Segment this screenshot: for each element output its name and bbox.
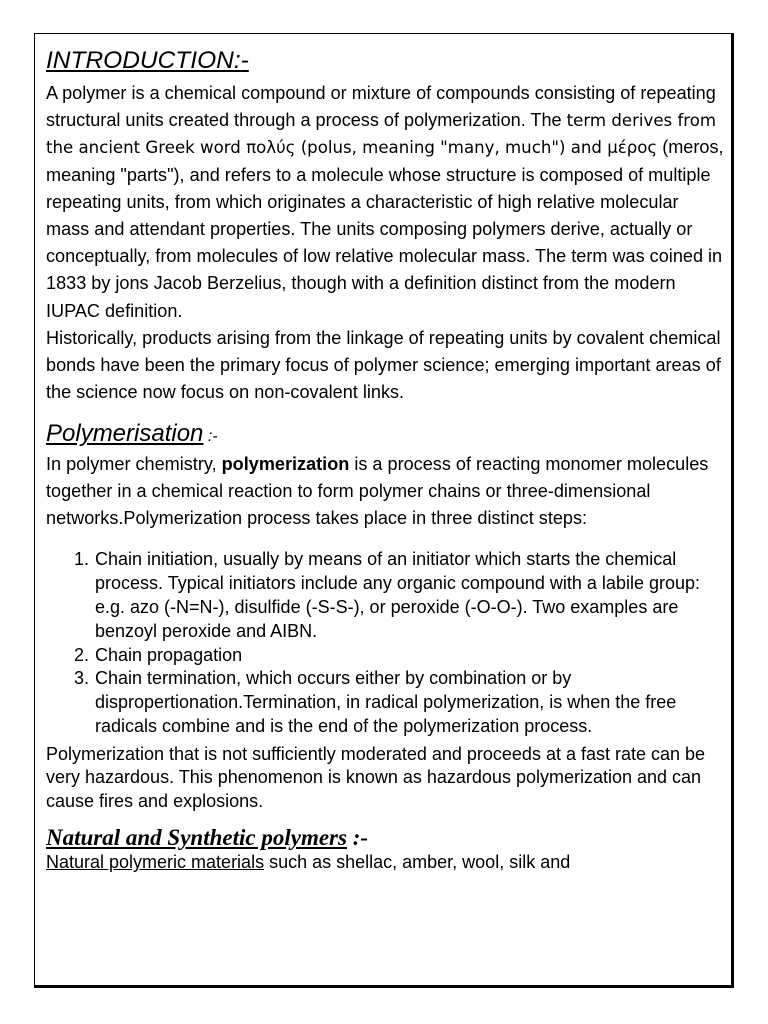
hazardous-polymerization-paragraph: Polymerization that is not sufficiently moderated and proceeds at a fast rate can be very hazardous. This phenomenon is known as hazardous polymerization and can cause fires and explosions. <box>46 743 706 811</box>
list-item: 3. Chain termination, which occurs either by combination or by dispropertionation.Termination, in radical polymerization, is when the free radicals combine and is the end of the polymerization process. <box>94 667 726 738</box>
greek-etymology-text: term derives from the ancient Greek word πολύς (polus, meaning "many, much") and μέρος <box>46 111 717 158</box>
intro-paragraph-2: Historically, products arising from the linkage of repeating units by covalent chemical bonds have been the primary focus of polymer science; emerging important areas of the science now focus on non-covalent links. <box>46 327 721 403</box>
natural-polymeric-materials-link[interactable]: Natural polymeric materials <box>46 852 265 873</box>
natural-polymers-paragraph: Natural polymeric materials such as shellac, amber, wool, silk and <box>46 852 571 873</box>
list-item: 1. Chain initiation, usually by means of an initiator which starts the chemical process. Typical initiators include any organic compound with a labile group: e.g. azo (-N=N-), disulfide (-S-S-), or peroxide (-O-O-). Two examples are benzoyl peroxide and AIBN. <box>94 548 726 643</box>
list-item: 2. Chain propagation <box>94 644 726 668</box>
intro-paragraph-1: A polymer is a chemical compound or mixture of compounds consisting of repeating structural units created through a process of polymerization. The term derives from the ancient Greek word πολύς (polus, meaning "many, much") and μέρος (meros, meaning "parts"), and refers to a molecule whose structure is composed of multiple repeating units, from which originates a characteristic of high relative molecular mass and attendant properties. The units composing polymers derive, actually or conceptually, from molecules of low relative molecular mass. The term was coined in 1833 by jons Jacob Berzelius, though with a definition distinct from the modern IUPAC definition. <box>46 83 724 321</box>
natural-synthetic-heading: Natural and Synthetic polymers :- <box>46 825 369 851</box>
polymerization-bold-term: polymerization <box>221 454 350 475</box>
polymerization-steps-list <box>46 548 726 738</box>
polymerisation-heading: Polymerisation :- <box>46 420 218 448</box>
document-page <box>34 33 734 988</box>
introduction-heading: INTRODUCTION:- <box>46 47 249 74</box>
document-content <box>46 46 726 873</box>
polymerisation-paragraph: In polymer chemistry, polymerization is a process of reacting monomer molecules together in a chemical reaction to form polymer chains or three-dimensional networks.Polymerization process takes place in three distinct steps: <box>46 454 709 529</box>
